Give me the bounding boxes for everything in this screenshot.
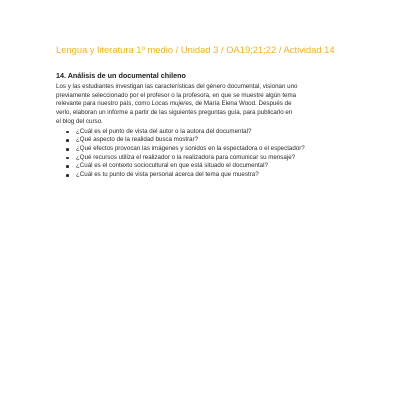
question-text: ¿Qué efectos provocan las imágenes y sonidos en la espectadora o el espectador? [76,144,305,152]
intro-line-end: de María Elena Wood. Después de [193,100,292,108]
guide-questions-list [56,128,356,180]
list-item [56,128,356,137]
intro-line [56,100,348,109]
intro-line: previamente seleccionado por el profesor o la profesora, en que se muestre algún tema [56,91,297,99]
intro-line: Los y las estudiantes investigan las características del género documental, visionan uno [56,83,298,90]
question-text: ¿Qué recursos utiliza el realizador o la realizadora para comunicar su mensaje? [76,153,296,161]
activity-title: 14. Análisis de un documental chileno [56,71,186,80]
intro-line: verlo, elaboran un informe a partir de las siguientes preguntas guía, para publicarlo en [56,109,293,117]
bullet-icon [66,139,69,142]
bullet-icon [66,131,69,134]
list-item [56,136,356,145]
question-text: ¿Cuál es el contexto sociocultural en que está situado el documental? [76,162,268,170]
page-header: Lengua y literatura 1º medio / Unidad 3 / OA19;21;22 / Actividad 14 [56,44,335,55]
activity-intro [56,83,348,127]
bullet-icon [66,165,69,168]
intro-line: el blog del curso. [56,117,103,125]
list-item [56,162,356,171]
intro-line-start: relevante para nuestro país, como [56,100,152,108]
question-text: ¿Qué aspecto de la realidad busca mostrar? [76,136,199,144]
bullet-icon [66,148,69,151]
documentary-title: Locas mujeres, [151,100,194,108]
bullet-icon [66,174,69,177]
question-text: ¿Cuál es el punto de vista del autor o la autora del documental? [76,127,252,135]
list-item [56,154,356,163]
document-page [56,44,356,180]
list-item [56,145,356,154]
question-text: ¿Cuál es tu punto de vista personal acerca del tema que muestra? [76,171,259,179]
bullet-icon [66,157,69,160]
list-item [56,171,356,180]
